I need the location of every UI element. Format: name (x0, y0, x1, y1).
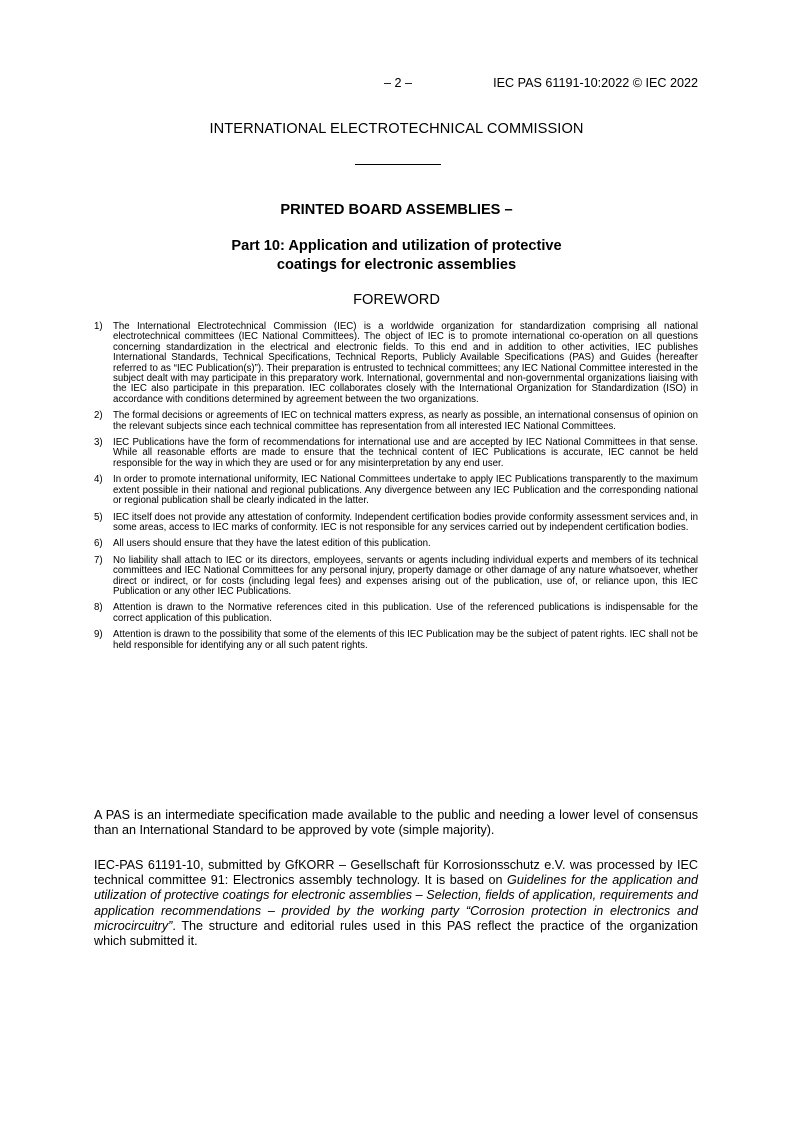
foreword-list (94, 322, 698, 657)
subtitle-line-1: Part 10: Application and utilization of protective (231, 238, 562, 254)
item-number: 9) (94, 629, 103, 641)
item-text: In order to promote international uniformity, IEC National Committees undertake to apply IEC Publications transparently to the maximum extent possible in their national and regional publications. Any divergence between any IEC Publication and the corresponding national or regional publication shall be clearly indicated in the latter. (113, 474, 698, 507)
page-number: – 2 – (383, 76, 412, 90)
foreword-item (94, 411, 698, 432)
item-number: 4) (94, 474, 103, 486)
item-number: 1) (94, 321, 103, 332)
document-subtitle (0, 237, 793, 275)
item-text: Attention is drawn to the possibility that some of the elements of this IEC Publication may be the subject of patent rights. IEC shall not be held responsible for identifying any or all such patent rights. (113, 629, 698, 651)
divider-rule (355, 164, 441, 165)
submission-paragraph (94, 858, 698, 949)
item-text: No liability shall attach to IEC or its directors, employees, servants or agents including individual experts and members of its technical committees and IEC National Committees for any personal injury, property damage or other damage of any nature whatsoever, whether direct or indirect, or for costs (including legal fees) and expenses arising out of the publication, use of, or reliance upon, this IEC Publication or any other IEC Publications. (113, 554, 698, 597)
foreword-item (94, 475, 698, 506)
organization-name: INTERNATIONAL ELECTROTECHNICAL COMMISSION (209, 121, 584, 137)
subtitle-line-2: coatings for electronic assemblies (276, 257, 517, 273)
submission-text-start: IEC-PAS 61191-10, submitted by GfKORR – Gesellschaft für Korrosionsschutz e.V. was processed by IEC technical committee 91: Electronics assembly technology. It is based on (94, 858, 698, 888)
item-text: The International Electrotechnical Commission (IEC) is a worldwide organization for standardization comprising all national electrotechnical committees (IEC National Committees). The object of IEC is to promote international co-operation on all questions concerning standardization in the electrical and electronic fields. To this end and in addition to other activities, IEC publishes International Standards, Technical Specifications, Technical Reports, Publicly Available Specifications (PAS) and Guides (hereafter referred to as “IEC Publication(s)”). Their preparation is entrusted to technical committees; any IEC National Committee interested in the subject dealt with may participate in this preparatory work. International, governmental and non-governmental organizations liaising with the IEC also participate in this preparation. IEC collaborates closely with the International Organization for Standardization (ISO) in accordance with conditions determined by agreement between the two organizations. (113, 321, 698, 405)
item-text: IEC Publications have the form of recommendations for international use and are accepted by IEC National Committees in that sense. While all reasonable efforts are made to ensure that the technical content of IEC Publications is accurate, IEC cannot be held responsible for the way in which they are used or for any misinterpretation by any end user. (113, 437, 698, 469)
foreword-item (94, 438, 698, 469)
item-text: All users should ensure that they have the latest edition of this publication. (113, 538, 431, 550)
foreword-heading: FOREWORD (353, 292, 440, 308)
submission-text-end: . The structure and editorial rules used in this PAS reflect the practice of the organization which submitted it. (94, 918, 698, 949)
page-header (0, 76, 793, 92)
item-text: Attention is drawn to the Normative references cited in this publication. Use of the referenced publications is indispensable for the correct application of this publication. (113, 602, 698, 624)
document-reference: IEC PAS 61191-10:2022 © IEC 2022 (493, 76, 698, 90)
item-number: 7) (94, 554, 103, 566)
item-text: The formal decisions or agreements of IEC on technical matters express, as nearly as possible, an international consensus of opinion on the relevant subjects since each technical committee has representation from all interested IEC National Committees. (113, 410, 698, 432)
item-number: 2) (94, 410, 103, 422)
item-number: 5) (94, 511, 103, 523)
item-text: IEC itself does not provide any attestation of conformity. Independent certification bodies provide conformity assessment services and, in some areas, access to IEC marks of conformity. IEC is not responsible for any services carried out by independent certification bodies. (113, 511, 698, 533)
foreword-item (94, 630, 698, 651)
item-number: 6) (94, 538, 103, 550)
foreword-item (94, 539, 698, 549)
pas-definition-paragraph: A PAS is an intermediate specification made available to the public and needing a lower level of consensus than an International Standard to be approved by vote (simple majority). (94, 808, 698, 838)
item-number: 8) (94, 602, 103, 614)
document-title: PRINTED BOARD ASSEMBLIES – (280, 202, 513, 218)
foreword-item (94, 556, 698, 598)
item-number: 3) (94, 437, 103, 449)
guideline-title-italic: Guidelines for the application and utilization of protective coatings for electronic assemblies – Selection, fields of application, requirements and application recommendations – provided by the working party “Corrosion protection in electronics and microcircuitry” (94, 873, 698, 933)
foreword-item (94, 513, 698, 534)
foreword-item (94, 603, 698, 624)
foreword-item (94, 322, 698, 405)
